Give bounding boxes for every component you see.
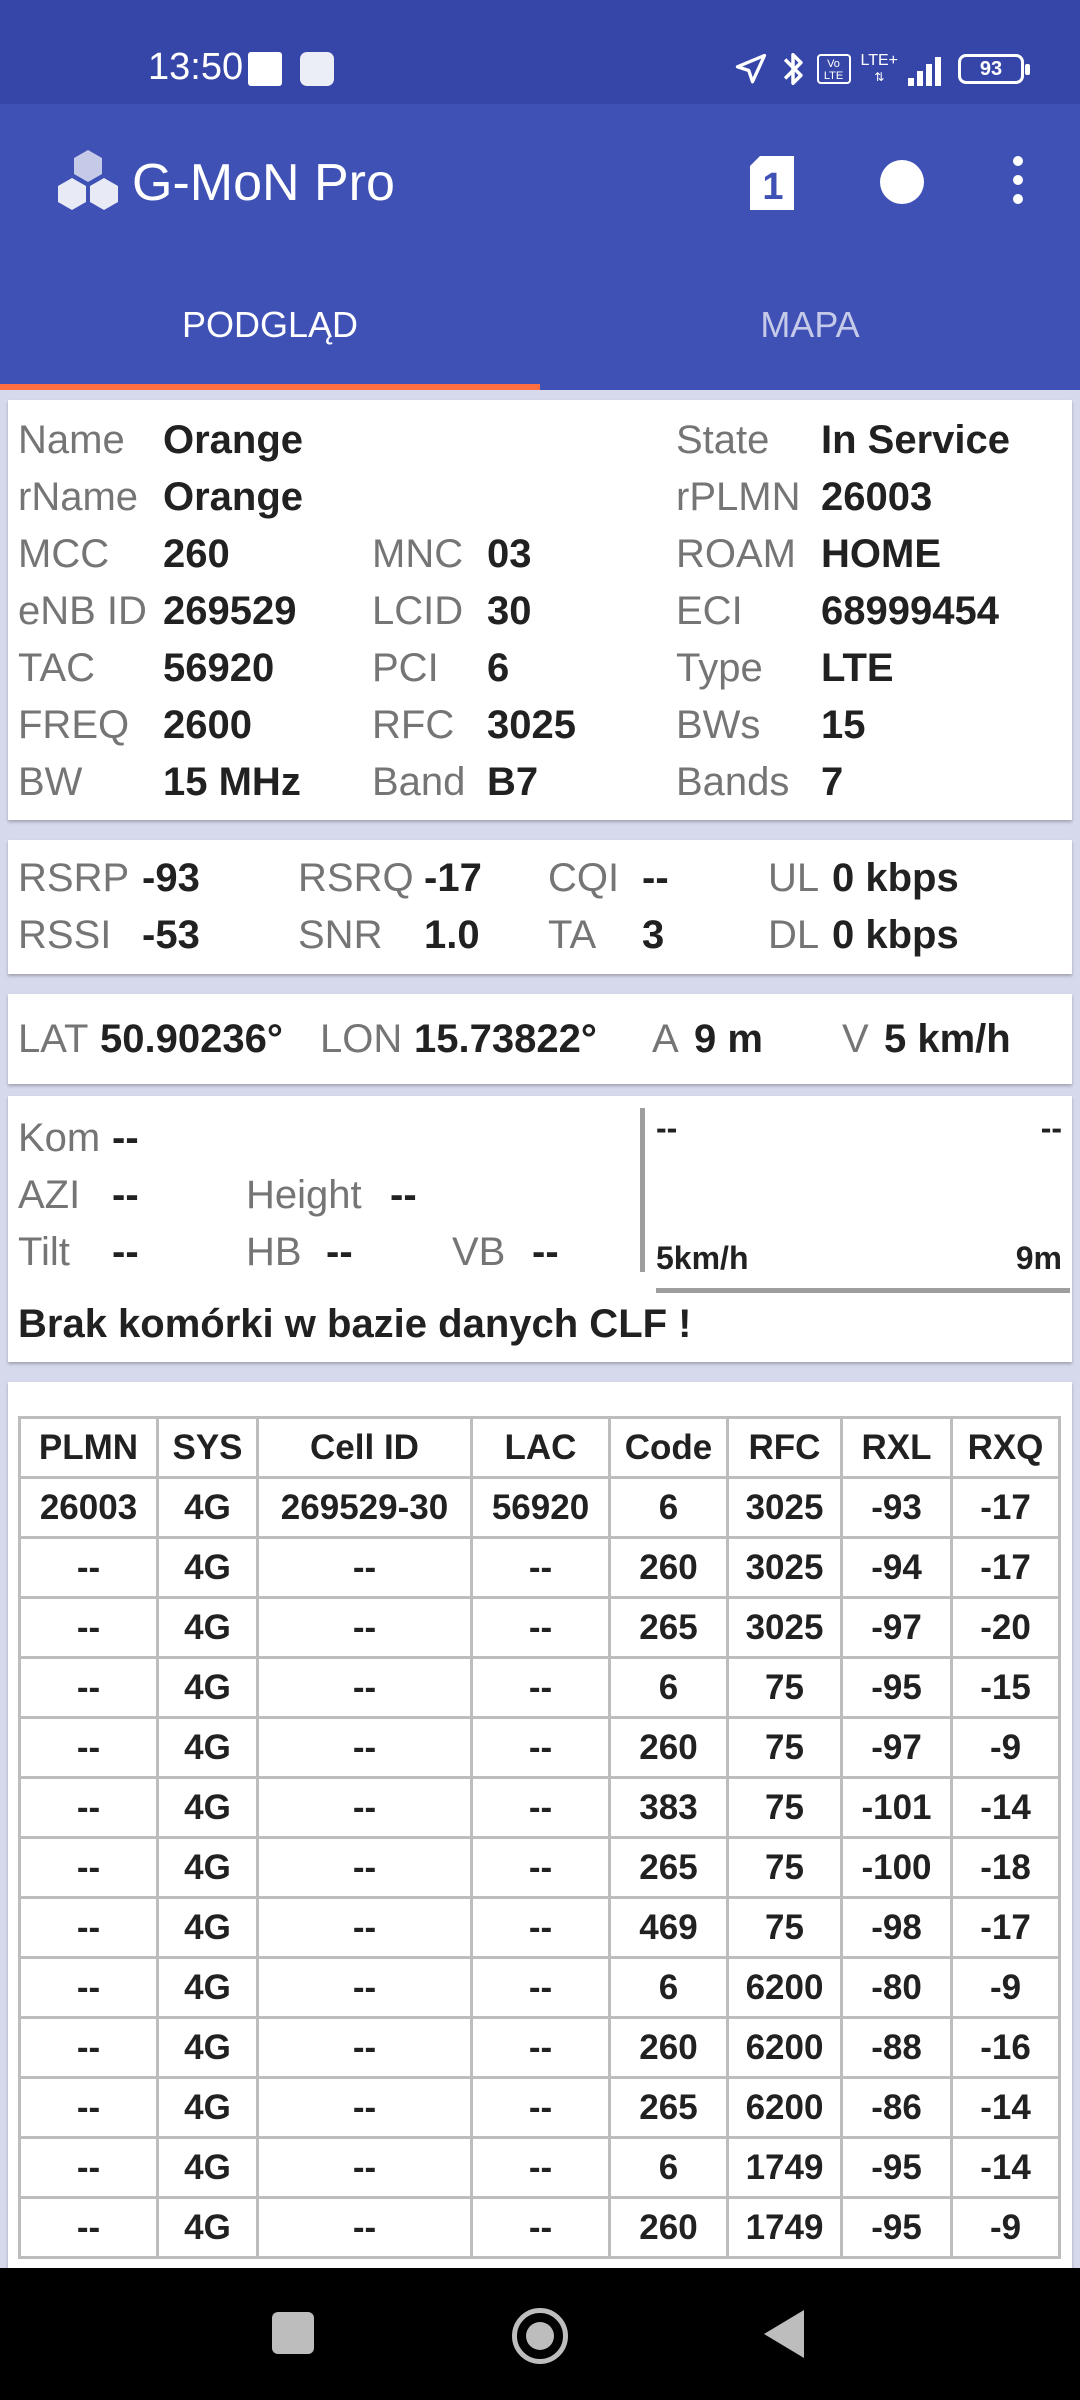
speed-value: 5km/h bbox=[656, 1240, 749, 1276]
location-card bbox=[8, 994, 1072, 1084]
table-cell: -95 bbox=[842, 2138, 952, 2198]
table-cell: -- bbox=[472, 2138, 610, 2198]
table-cell: 6 bbox=[610, 1958, 728, 2018]
notification-icon-2 bbox=[300, 52, 334, 86]
eci-value: 68999454 bbox=[821, 589, 999, 633]
cell-info-card bbox=[8, 400, 1072, 820]
table-cell: 260 bbox=[610, 1718, 728, 1778]
table-cell: -- bbox=[258, 1958, 472, 2018]
altitude-value: 9 m bbox=[694, 1017, 763, 1061]
sim-selector-button[interactable] bbox=[748, 154, 796, 217]
rfc-label: RFC bbox=[372, 703, 455, 747]
table-cell: 6200 bbox=[728, 1958, 842, 2018]
table-cell: -- bbox=[258, 1598, 472, 1658]
table-cell: -- bbox=[20, 1538, 158, 1598]
battery-icon: 93 bbox=[958, 54, 1024, 84]
app-bar bbox=[0, 104, 1080, 260]
table-cell: -- bbox=[472, 1658, 610, 1718]
vb-value: -- bbox=[532, 1230, 559, 1274]
table-cell: 6 bbox=[610, 1478, 728, 1538]
table-cell: -- bbox=[258, 1718, 472, 1778]
lon-value: 15.73822° bbox=[414, 1017, 597, 1061]
table-cell: 265 bbox=[610, 1598, 728, 1658]
table-cell: -- bbox=[20, 1898, 158, 1958]
tab-bar bbox=[0, 260, 1080, 390]
table-cell: -- bbox=[472, 2078, 610, 2138]
network-type-icon bbox=[861, 53, 899, 85]
more-options-button[interactable] bbox=[1000, 156, 1036, 210]
neighbor-cells-table bbox=[18, 1416, 1061, 2259]
bands-value: 7 bbox=[821, 760, 844, 804]
table-cell: 75 bbox=[728, 1718, 842, 1778]
network-type-label: LTE+ bbox=[860, 52, 898, 69]
table-cell: -- bbox=[472, 1958, 610, 2018]
table-cell: -- bbox=[20, 2138, 158, 2198]
column-header: RXL bbox=[842, 1418, 952, 1478]
ul-label: UL bbox=[768, 856, 820, 900]
velocity-value: 5 km/h bbox=[884, 1017, 1011, 1061]
rsrq-label: RSRQ bbox=[298, 856, 414, 900]
azi-value: -- bbox=[112, 1173, 139, 1217]
table-cell: 4G bbox=[158, 1838, 258, 1898]
table-cell: -15 bbox=[952, 1658, 1060, 1718]
table-cell: -- bbox=[472, 1598, 610, 1658]
height-label: Height bbox=[246, 1173, 362, 1217]
table-cell: -- bbox=[258, 1538, 472, 1598]
navigation-bar bbox=[0, 2268, 1080, 2400]
table-cell: -- bbox=[472, 1898, 610, 1958]
vertical-divider bbox=[640, 1108, 645, 1272]
table-cell: 4G bbox=[158, 2078, 258, 2138]
table-row bbox=[20, 2078, 1060, 2138]
tac-label: TAC bbox=[18, 646, 96, 690]
hb-value: -- bbox=[326, 1230, 353, 1274]
table-cell: 4G bbox=[158, 1538, 258, 1598]
column-header: RXQ bbox=[952, 1418, 1060, 1478]
table-row bbox=[20, 1838, 1060, 1898]
tilt-value: -- bbox=[112, 1230, 139, 1274]
table-cell: 6200 bbox=[728, 2078, 842, 2138]
tab-map[interactable]: MAPA bbox=[760, 304, 860, 345]
dl-label: DL bbox=[768, 913, 820, 957]
table-cell: -20 bbox=[952, 1598, 1060, 1658]
table-cell: -94 bbox=[842, 1538, 952, 1598]
table-cell: -- bbox=[20, 1838, 158, 1898]
table-row bbox=[20, 1538, 1060, 1598]
table-cell: -- bbox=[20, 1718, 158, 1778]
cell-not-found-warning: Brak komórki w bazie danych CLF ! bbox=[18, 1302, 692, 1346]
table-cell: 269529-30 bbox=[258, 1478, 472, 1538]
lat-value: 50.90236° bbox=[100, 1017, 283, 1061]
table-cell: 4G bbox=[158, 1898, 258, 1958]
table-cell: 26003 bbox=[20, 1478, 158, 1538]
table-cell: -95 bbox=[842, 1658, 952, 1718]
table-cell: 6200 bbox=[728, 2018, 842, 2078]
table-cell: -9 bbox=[952, 1958, 1060, 2018]
mnc-value: 03 bbox=[487, 532, 532, 576]
table-cell: 469 bbox=[610, 1898, 728, 1958]
table-row bbox=[20, 1478, 1060, 1538]
table-cell: 4G bbox=[158, 1658, 258, 1718]
altitude-label: A bbox=[652, 1017, 679, 1061]
table-cell: -- bbox=[258, 1658, 472, 1718]
cqi-label: CQI bbox=[548, 856, 620, 900]
neighbor-cells-card bbox=[8, 1382, 1072, 2282]
table-cell: 56920 bbox=[472, 1478, 610, 1538]
bws-value: 15 bbox=[821, 703, 866, 747]
freq-value: 2600 bbox=[163, 703, 252, 747]
location-arrow-icon bbox=[733, 51, 769, 87]
rfc-value: 3025 bbox=[487, 703, 576, 747]
snr-label: SNR bbox=[298, 913, 383, 957]
band-value: B7 bbox=[487, 760, 539, 804]
table-cell: -86 bbox=[842, 2078, 952, 2138]
column-header: PLMN bbox=[20, 1418, 158, 1478]
table-cell: 4G bbox=[158, 1478, 258, 1538]
table-cell: 75 bbox=[728, 1898, 842, 1958]
lcid-label: LCID bbox=[372, 589, 464, 633]
rsrq-value: -17 bbox=[424, 856, 482, 900]
pci-label: PCI bbox=[372, 646, 439, 690]
table-cell: -- bbox=[20, 1958, 158, 2018]
column-header: Cell ID bbox=[258, 1418, 472, 1478]
table-cell: 4G bbox=[158, 2018, 258, 2078]
table-cell: 75 bbox=[728, 1778, 842, 1838]
ta-label: TA bbox=[548, 913, 597, 957]
pci-value: 6 bbox=[487, 646, 510, 690]
table-cell: 6 bbox=[610, 1658, 728, 1718]
column-header: SYS bbox=[158, 1418, 258, 1478]
lon-label: LON bbox=[320, 1017, 403, 1061]
roam-value: HOME bbox=[821, 532, 941, 576]
table-cell: -80 bbox=[842, 1958, 952, 2018]
state-value: In Service bbox=[821, 418, 1011, 462]
ta-value: 3 bbox=[642, 913, 665, 957]
table-cell: -18 bbox=[952, 1838, 1060, 1898]
velocity-label: V bbox=[842, 1017, 869, 1061]
ul-value: 0 kbps bbox=[832, 856, 959, 900]
table-cell: -93 bbox=[842, 1478, 952, 1538]
table-row bbox=[20, 2198, 1060, 2258]
table-cell: 260 bbox=[610, 2018, 728, 2078]
table-cell: -- bbox=[258, 2078, 472, 2138]
column-header: LAC bbox=[472, 1418, 610, 1478]
table-cell: 75 bbox=[728, 1658, 842, 1718]
status-bar bbox=[0, 0, 1080, 104]
signal-card bbox=[8, 840, 1072, 974]
column-header: RFC bbox=[728, 1418, 842, 1478]
graph-top-left-value: -- bbox=[656, 1110, 678, 1146]
state-label: State bbox=[676, 418, 770, 462]
signal-strength-icon bbox=[908, 52, 948, 86]
distance-value: 9m bbox=[1015, 1240, 1062, 1276]
name-value: Orange bbox=[163, 418, 304, 462]
mnc-label: MNC bbox=[372, 532, 464, 576]
freq-label: FREQ bbox=[18, 703, 130, 747]
table-cell: -- bbox=[258, 1898, 472, 1958]
table-row bbox=[20, 1658, 1060, 1718]
cqi-value: -- bbox=[642, 856, 669, 900]
bands-label: Bands bbox=[676, 760, 790, 804]
app-logo-icon bbox=[52, 146, 124, 218]
status-icons bbox=[733, 46, 1025, 92]
band-label: Band bbox=[372, 760, 466, 804]
volte-icon: Vo LTE bbox=[817, 54, 851, 84]
table-cell: -9 bbox=[952, 1718, 1060, 1778]
table-cell: 3025 bbox=[728, 1478, 842, 1538]
rssi-value: -53 bbox=[142, 913, 200, 957]
table-cell: 4G bbox=[158, 1598, 258, 1658]
table-cell: -98 bbox=[842, 1898, 952, 1958]
kom-label: Kom bbox=[18, 1116, 101, 1160]
more-vert-icon-dot-3 bbox=[1013, 194, 1023, 204]
table-cell: -95 bbox=[842, 2198, 952, 2258]
rsrp-label: RSRP bbox=[18, 856, 130, 900]
table-cell: 4G bbox=[158, 1718, 258, 1778]
column-header: Code bbox=[610, 1418, 728, 1478]
table-row bbox=[20, 1718, 1060, 1778]
height-value: -- bbox=[390, 1173, 417, 1217]
lcid-value: 30 bbox=[487, 589, 532, 633]
table-cell: -- bbox=[20, 1598, 158, 1658]
horizontal-divider bbox=[656, 1288, 1070, 1293]
table-cell: -17 bbox=[952, 1478, 1060, 1538]
table-cell: -- bbox=[258, 2138, 472, 2198]
rsrp-value: -93 bbox=[142, 856, 200, 900]
table-row bbox=[20, 1958, 1060, 2018]
table-cell: -- bbox=[258, 2018, 472, 2078]
table-cell: -- bbox=[20, 1658, 158, 1718]
bws-label: BWs bbox=[676, 703, 761, 747]
table-cell: -- bbox=[20, 2078, 158, 2138]
table-row bbox=[20, 2138, 1060, 2198]
more-vert-icon-dot-2 bbox=[1013, 175, 1023, 185]
rname-label: rName bbox=[18, 475, 139, 519]
mcc-label: MCC bbox=[18, 532, 110, 576]
bw-value: 15 MHz bbox=[163, 760, 301, 804]
type-label: Type bbox=[676, 646, 763, 690]
mcc-value: 260 bbox=[163, 532, 230, 576]
table-cell: -- bbox=[472, 1538, 610, 1598]
eci-label: ECI bbox=[676, 589, 743, 633]
table-cell: 4G bbox=[158, 2198, 258, 2258]
sim-card-icon bbox=[748, 154, 796, 212]
record-button[interactable] bbox=[880, 160, 924, 204]
app-title: G-MoN Pro bbox=[132, 154, 395, 212]
table-cell: -17 bbox=[952, 1898, 1060, 1958]
enb-label: eNB ID bbox=[18, 589, 147, 633]
data-arrows-icon: ⇅ bbox=[874, 70, 885, 84]
tilt-label: Tilt bbox=[18, 1230, 70, 1274]
kom-value: -- bbox=[112, 1116, 139, 1160]
table-cell: -- bbox=[20, 1778, 158, 1838]
table-cell: -- bbox=[258, 1778, 472, 1838]
table-cell: 383 bbox=[610, 1778, 728, 1838]
tac-value: 56920 bbox=[163, 646, 275, 690]
table-cell: -- bbox=[472, 1778, 610, 1838]
table-cell: 3025 bbox=[728, 1538, 842, 1598]
table-cell: -- bbox=[20, 2018, 158, 2078]
bluetooth-icon bbox=[779, 50, 807, 88]
rssi-label: RSSI bbox=[18, 913, 112, 957]
table-cell: -97 bbox=[842, 1598, 952, 1658]
table-cell: 4G bbox=[158, 1778, 258, 1838]
lat-label: LAT bbox=[18, 1017, 89, 1061]
table-row bbox=[20, 1598, 1060, 1658]
table-cell: -88 bbox=[842, 2018, 952, 2078]
table-cell: -- bbox=[258, 2198, 472, 2258]
bw-label: BW bbox=[18, 760, 83, 804]
table-cell: 260 bbox=[610, 1538, 728, 1598]
more-vert-icon bbox=[1013, 156, 1023, 166]
table-cell: -17 bbox=[952, 1538, 1060, 1598]
type-value: LTE bbox=[821, 646, 894, 690]
table-cell: 265 bbox=[610, 1838, 728, 1898]
name-label: Name bbox=[18, 418, 125, 462]
notification-icon bbox=[248, 52, 282, 86]
table-cell: -14 bbox=[952, 2078, 1060, 2138]
table-cell: -14 bbox=[952, 2138, 1060, 2198]
table-cell: -- bbox=[472, 1838, 610, 1898]
table-cell: -- bbox=[258, 1838, 472, 1898]
site-card bbox=[8, 1096, 1072, 1362]
rplmn-value: 26003 bbox=[821, 475, 933, 519]
vb-label: VB bbox=[452, 1230, 506, 1274]
graph-top-right-value: -- bbox=[1040, 1110, 1062, 1146]
sim-number: 1 bbox=[762, 166, 784, 208]
table-header-row bbox=[20, 1418, 1060, 1478]
rname-value: Orange bbox=[163, 475, 304, 519]
rplmn-label: rPLMN bbox=[676, 475, 801, 519]
table-cell: -101 bbox=[842, 1778, 952, 1838]
table-cell: -100 bbox=[842, 1838, 952, 1898]
azi-label: AZI bbox=[18, 1173, 81, 1217]
table-cell: -14 bbox=[952, 1778, 1060, 1838]
snr-value: 1.0 bbox=[424, 913, 480, 957]
table-cell: -97 bbox=[842, 1718, 952, 1778]
table-row bbox=[20, 2018, 1060, 2078]
table-cell: -- bbox=[472, 1718, 610, 1778]
table-cell: -16 bbox=[952, 2018, 1060, 2078]
table-cell: -- bbox=[472, 2018, 610, 2078]
table-cell: -9 bbox=[952, 2198, 1060, 2258]
table-cell: 4G bbox=[158, 1958, 258, 2018]
hb-label: HB bbox=[246, 1230, 302, 1274]
table-cell: 1749 bbox=[728, 2138, 842, 2198]
roam-label: ROAM bbox=[676, 532, 796, 576]
table-cell: 4G bbox=[158, 2138, 258, 2198]
table-row bbox=[20, 1778, 1060, 1838]
table-cell: 265 bbox=[610, 2078, 728, 2138]
dl-value: 0 kbps bbox=[832, 913, 959, 957]
status-time: 13:50 bbox=[148, 46, 244, 88]
table-cell: -- bbox=[472, 2198, 610, 2258]
home-button[interactable] bbox=[512, 2308, 568, 2364]
tab-overview[interactable]: PODGLĄD bbox=[0, 260, 540, 390]
table-cell: -- bbox=[20, 2198, 158, 2258]
table-row bbox=[20, 1898, 1060, 1958]
enb-value: 269529 bbox=[163, 589, 297, 633]
recent-apps-button[interactable] bbox=[272, 2312, 314, 2354]
table-cell: 6 bbox=[610, 2138, 728, 2198]
table-cell: 75 bbox=[728, 1838, 842, 1898]
table-cell: 260 bbox=[610, 2198, 728, 2258]
back-button[interactable] bbox=[764, 2310, 804, 2358]
table-cell: 3025 bbox=[728, 1598, 842, 1658]
table-cell: 1749 bbox=[728, 2198, 842, 2258]
